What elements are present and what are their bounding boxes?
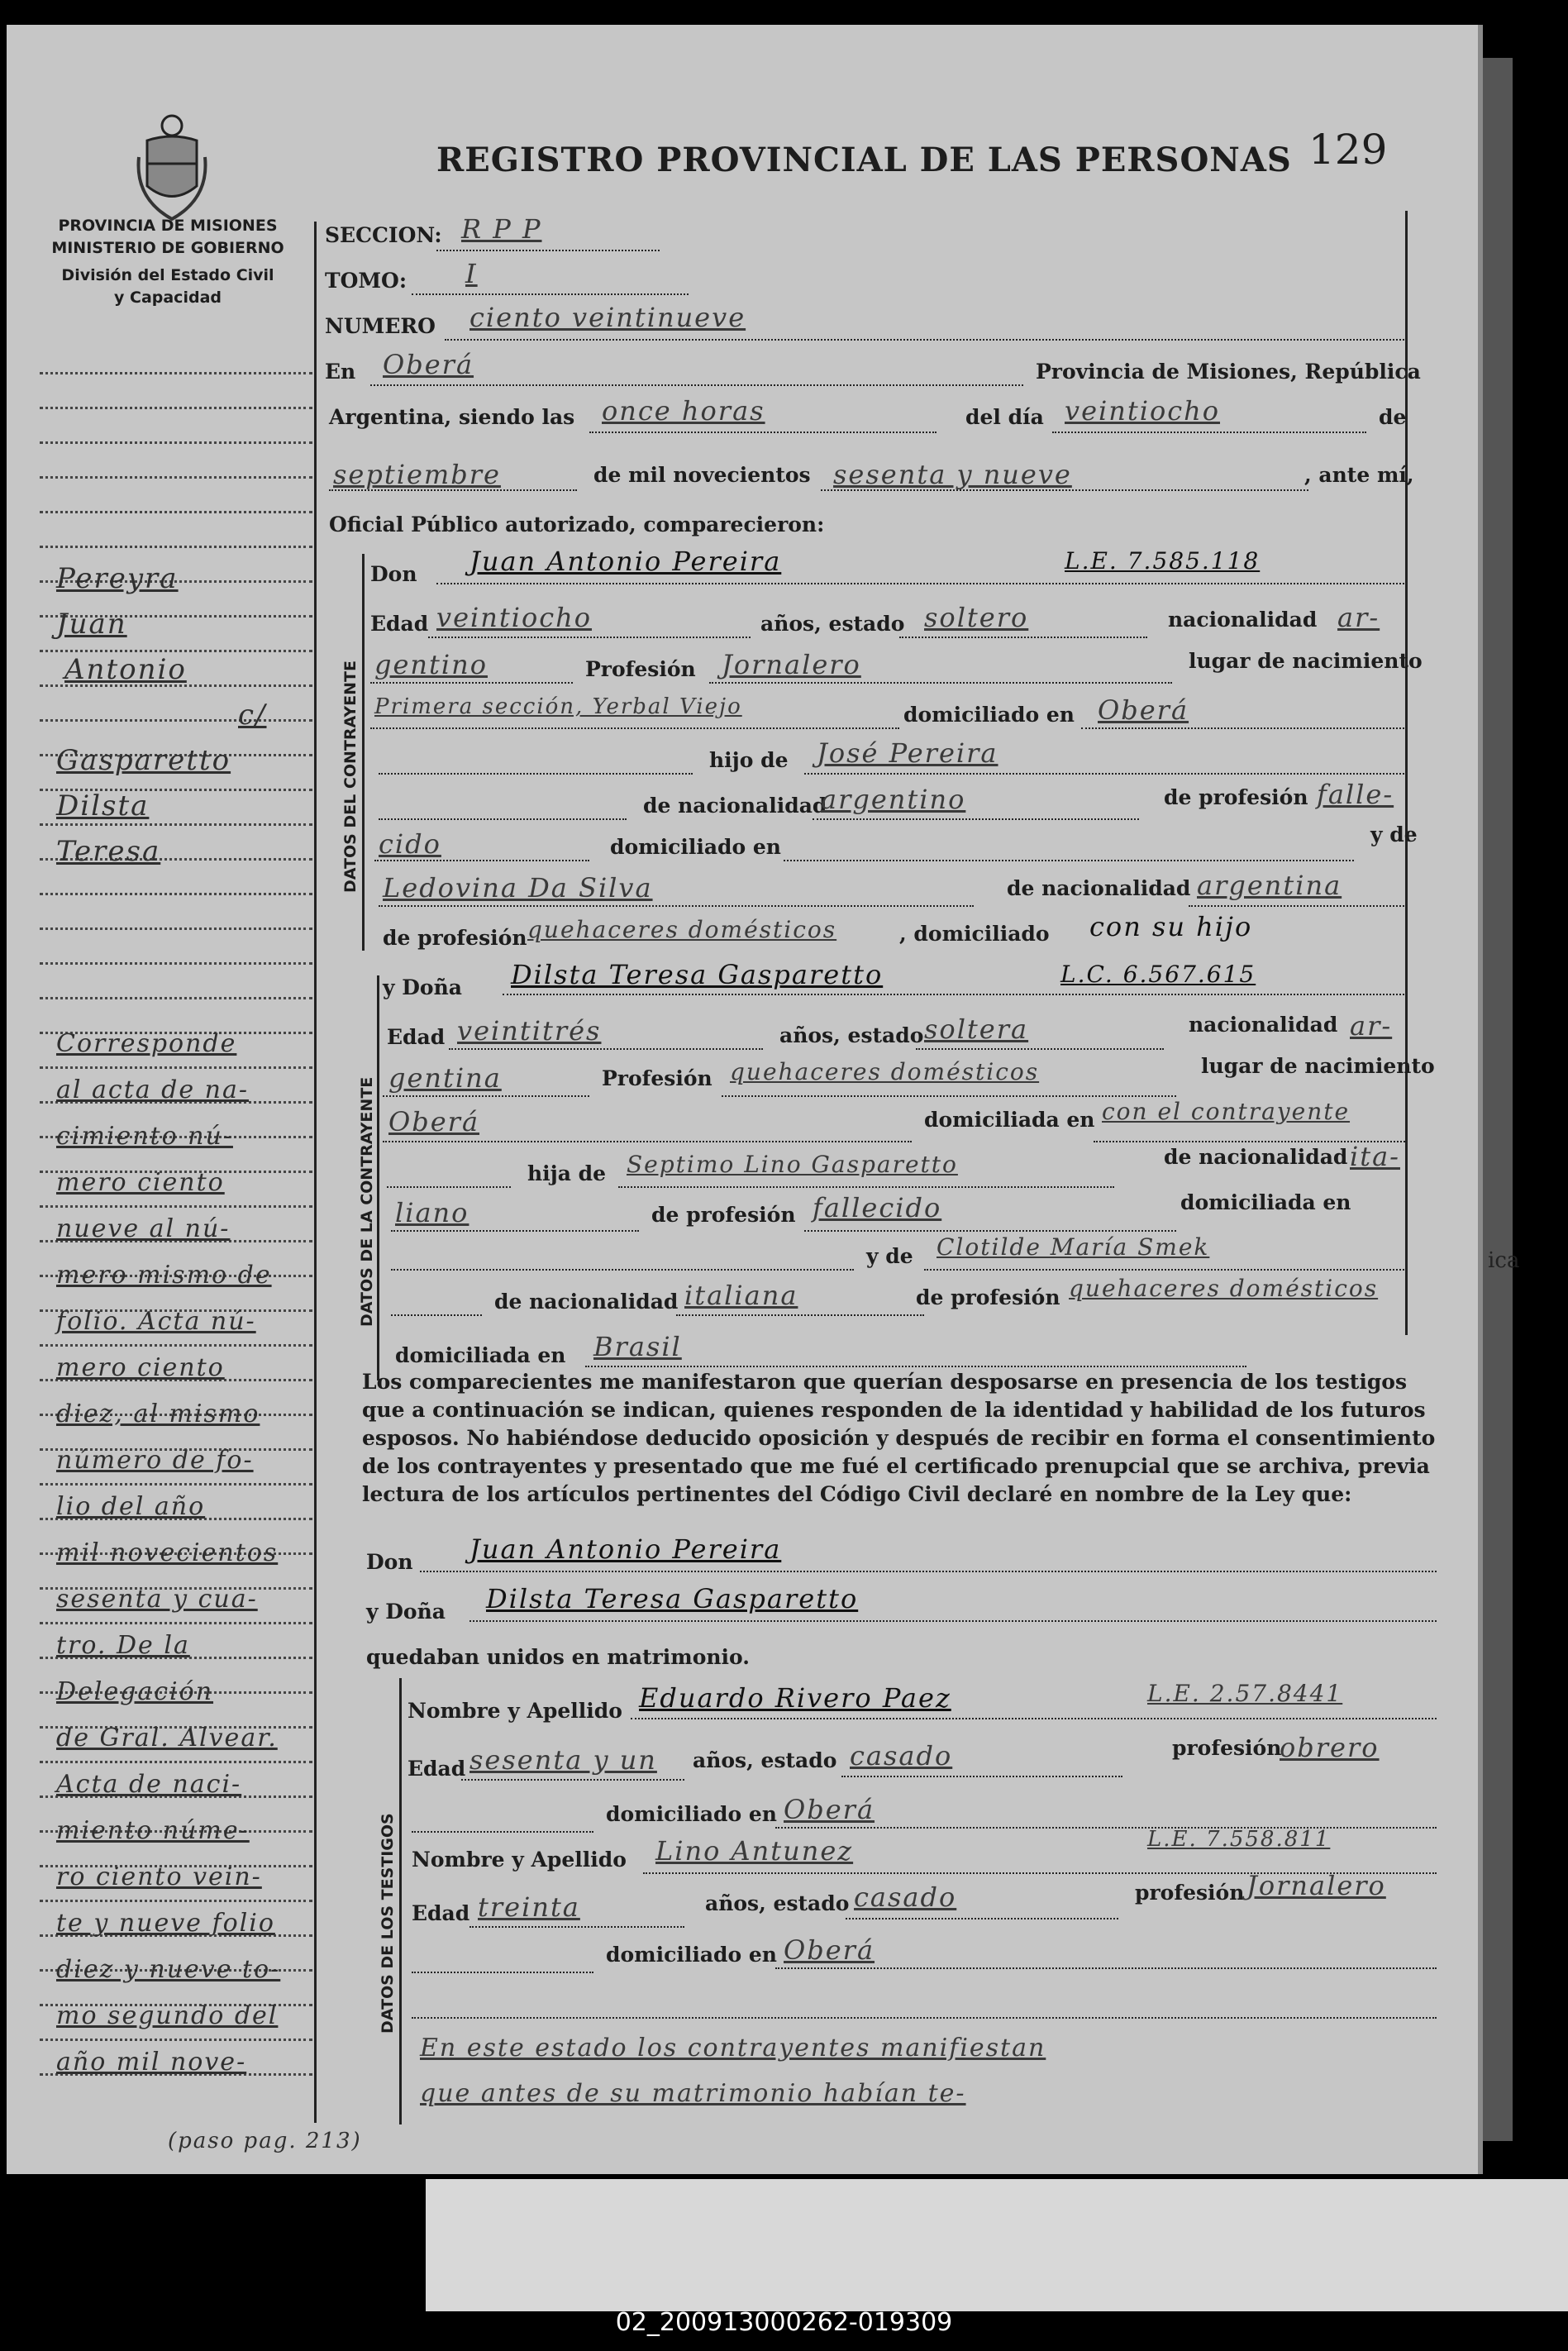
t1-document: L.E. 2.57.8441 <box>1147 1680 1343 1707</box>
underlying-page-edge <box>1480 58 1513 2141</box>
margin-note-line: diez, al mismo <box>56 1400 260 1428</box>
padre-prof-line <box>374 860 589 861</box>
margin-dotted-line <box>40 2039 312 2041</box>
tomo-label: TOMO: <box>325 269 407 293</box>
margin-note-line: mil novecientos <box>56 1538 279 1567</box>
tomo-line <box>412 293 689 295</box>
domiciliado-label: domiciliado en <box>903 703 1075 727</box>
t2-anios-estado: años, estado <box>705 1891 850 1915</box>
madre-dom-2-line <box>585 1366 1246 1367</box>
margin-note-line: diez y nueve to- <box>56 1955 281 1984</box>
oficial-text: Oficial Público autorizado, comparecieron: <box>329 513 825 536</box>
nacionalidad-value-a: ar- <box>1337 602 1380 633</box>
decl-dona-value: Dilsta Teresa Gasparetto <box>486 1583 859 1614</box>
don-value: Juan Antonio Pereira <box>469 546 782 577</box>
profesion-value: Jornalero <box>722 649 861 680</box>
dona-document: L.C. 6.567.615 <box>1060 961 1256 988</box>
tomo-value: I <box>465 258 478 289</box>
margin-note-line: número de fo- <box>56 1446 254 1475</box>
madre-dom-value-2: Brasil <box>593 1331 682 1362</box>
estado-line <box>899 637 1147 638</box>
horas-line <box>589 432 937 433</box>
edad-label: Edad <box>370 612 429 636</box>
margin-note-line: Corresponde <box>56 1029 237 1058</box>
testigos-side-label: DATOS DE LOS TESTIGOS <box>379 1813 397 2034</box>
numero-value: ciento veintinueve <box>469 302 746 333</box>
madre-prof-value-2: quehaceres domésticos <box>1069 1275 1379 1302</box>
margin-dotted-line <box>40 997 312 999</box>
t1-estado-line <box>841 1776 1122 1777</box>
t2-profesion-label: profesión <box>1135 1881 1245 1905</box>
nac-b-line <box>370 682 573 684</box>
t2-profesion-value: Jornalero <box>1246 1870 1386 1901</box>
edad-value-2: veintitrés <box>457 1015 602 1047</box>
nac-2b-line <box>383 1095 589 1097</box>
margin-dotted-line <box>40 407 312 409</box>
dona-line <box>503 994 1408 995</box>
margin-note-line: mero mismo de <box>56 1261 272 1290</box>
dia-line <box>1052 432 1366 433</box>
seccion-value: R P P <box>461 213 542 245</box>
madre-value-2: Clotilde María Smek <box>937 1233 1210 1261</box>
t1-edad-label: Edad <box>407 1757 466 1781</box>
numero-line <box>445 339 1408 341</box>
margin-note-line: nueve al nú- <box>56 1214 231 1243</box>
mil-text: de mil novecientos <box>593 463 811 487</box>
margin-name-line: Antonio <box>64 653 187 686</box>
en-line <box>370 384 1023 386</box>
domiciliada-value: con el contrayente <box>1102 1098 1351 1125</box>
padre-dom-label-2: domiciliada en <box>1180 1190 1351 1214</box>
witness-note-1: En este estado los contrayentes manifiestan <box>420 2034 1046 2062</box>
margin-note-line: año mil nove- <box>56 2048 247 2077</box>
margin-dotted-line <box>40 1761 312 1763</box>
image-caption: 02_200913000262-019309 <box>615 2308 953 2337</box>
padre-prof-label-2: de profesión <box>651 1203 796 1227</box>
lugar-value: Primera sección, Yerbal Viejo <box>374 694 742 719</box>
page-title: REGISTRO PROVINCIAL DE LAS PERSONAS <box>436 141 1292 179</box>
t1-profesion-label: profesión <box>1172 1736 1282 1760</box>
padre-prof-value-2: fallecido <box>813 1192 942 1223</box>
t1-dom-value: Oberá <box>784 1794 875 1825</box>
anios-estado-text-2: años, estado <box>779 1023 924 1047</box>
madre-pre-line-2 <box>391 1314 482 1316</box>
decl-don-value: Juan Antonio Pereira <box>469 1533 782 1565</box>
madre-nac-value-2: italiana <box>684 1280 798 1311</box>
margin-note-line: mo segundo del <box>56 2001 279 2030</box>
hija-value: Septimo Lino Gasparetto <box>627 1151 958 1178</box>
t1-dom-pre-line <box>412 1831 593 1833</box>
margin-dotted-line <box>40 1483 312 1485</box>
lugar-label-2: lugar de nacimiento <box>1201 1054 1435 1078</box>
padre-prof-2-line <box>804 1230 1176 1232</box>
register-page <box>7 25 1483 2174</box>
t2-nombre-value: Lino Antunez <box>655 1835 854 1867</box>
padre-nac-value-2b: liano <box>395 1197 469 1228</box>
padre-nac-label: de nacionalidad <box>643 794 827 818</box>
edad-line-2 <box>449 1048 763 1050</box>
main-vertical-rule <box>314 222 317 2123</box>
domiciliado-value: Oberá <box>1098 694 1189 726</box>
decl-dona-label: y Doña <box>366 1600 446 1624</box>
margin-dotted-line <box>40 823 312 826</box>
margin-note-line: sesenta y cua- <box>56 1585 258 1614</box>
madre-dom-value: con su hijo <box>1089 911 1253 942</box>
madre-dom-label-2: domiciliada en <box>395 1343 566 1367</box>
profesion-label: Profesión <box>585 657 696 681</box>
domiciliado-line <box>1081 727 1408 729</box>
lugar-line <box>370 727 899 729</box>
coat-of-arms-icon <box>131 107 213 231</box>
madre-line <box>379 905 974 907</box>
contrayenta-rule <box>377 975 379 1381</box>
del-dia-text: del día <box>965 405 1044 429</box>
ante-mi-text: , ante mí, <box>1304 463 1414 487</box>
margin-dotted-line <box>40 1622 312 1624</box>
witness-note-2: que antes de su matrimonio habían te- <box>420 2079 966 2108</box>
margin-note-line: mero ciento <box>56 1353 225 1382</box>
mes-line <box>329 489 577 491</box>
en-label: En <box>325 360 356 384</box>
hijo-label: hijo de <box>709 748 789 772</box>
decl-don-line <box>420 1571 1437 1572</box>
margin-note-line: Delegación <box>56 1677 214 1706</box>
don-document: L.E. 7.585.118 <box>1065 547 1261 575</box>
margin-dotted-line <box>40 650 312 652</box>
division-name: División del Estado Civil <box>61 266 274 284</box>
padre-prof-value-a: falle- <box>1317 779 1394 810</box>
margin-dotted-line <box>40 719 312 722</box>
margin-note-line: cimiento nú- <box>56 1122 233 1151</box>
estado-value: soltero <box>924 602 1029 633</box>
de-text: de <box>1379 405 1407 429</box>
margin-note-line: miento núme- <box>56 1816 250 1845</box>
t1-dom-line <box>775 1827 1437 1829</box>
padre-nac-value-2a: ita- <box>1350 1141 1400 1172</box>
madre-nac-2-line <box>676 1314 924 1316</box>
t1-nombre-label: Nombre y Apellido <box>407 1699 622 1723</box>
margin-dotted-line <box>40 476 312 479</box>
estado-value-2: soltera <box>924 1013 1029 1045</box>
hija-label: hija de <box>527 1161 607 1185</box>
hija-pre-line <box>387 1186 511 1188</box>
margin-dotted-line <box>40 893 312 895</box>
lugar-value-2: Oberá <box>388 1106 480 1137</box>
page-number: 129 <box>1308 126 1388 174</box>
edad-value: veintiocho <box>436 602 593 633</box>
declaration-paragraph: Los comparecientes me manifestaron que querían desposarse en presencia de los testigos que a continuación se indican, quienes responden de la identidad y habilidad de los futuros esposos. No habiéndose deducido oposición y después de recibir en forma el consentimiento de los contrayentes y presentado que me fué el certificado prenupcial que se archiva, previa lectura de los artículos pertinentes del Código Civil declaré en nombre de la Ley que: <box>362 1370 1436 1506</box>
margin-name-line: c/ <box>238 699 267 732</box>
hijo-pre-line <box>379 773 693 775</box>
t1-nombre-line <box>631 1718 1437 1719</box>
padre-nac-line <box>813 818 1139 820</box>
domiciliada-label: domiciliada en <box>924 1108 1095 1132</box>
nacionalidad-label: nacionalidad <box>1168 608 1318 632</box>
madre-nac-line <box>1189 905 1408 907</box>
padre-dom-2-line <box>391 1269 854 1271</box>
contrayente-side-label: DATOS DEL CONTRAYENTE <box>341 660 360 893</box>
madre-value: Ledovina Da Silva <box>383 872 653 904</box>
provincia-text: Provincia de Misiones, República <box>1036 360 1421 384</box>
madre-prof-label-2: de profesión <box>916 1285 1060 1309</box>
t1-edad-line <box>461 1779 684 1781</box>
nacionalidad-label-2: nacionalidad <box>1189 1013 1338 1037</box>
t1-profesion-value: obrero <box>1280 1732 1380 1763</box>
padre-prof-value-b: cido <box>379 828 441 860</box>
margin-note-line: mero ciento <box>56 1168 225 1197</box>
hijo-value: José Pereira <box>817 737 998 769</box>
margin-dotted-line <box>40 1066 312 1069</box>
anios-estado-text: años, estado <box>760 612 905 636</box>
t1-edad-value: sesenta y un <box>469 1744 657 1776</box>
t2-dom-label: domiciliado en <box>606 1943 777 1967</box>
margin-name-line: Pereyra <box>56 562 179 595</box>
decl-don-label: Don <box>366 1550 413 1574</box>
ministry-name: MINISTERIO DE GOBIERNO <box>51 239 284 257</box>
margin-note-line: tro. De la <box>56 1631 190 1660</box>
padre-prof-label: de profesión <box>1164 785 1308 809</box>
dia-value: veintiocho <box>1065 395 1221 427</box>
margin-dotted-line <box>40 928 312 930</box>
don-line <box>436 583 1408 584</box>
profesion-label-2: Profesión <box>602 1066 713 1090</box>
profesion-line-2 <box>722 1095 1176 1097</box>
argentina-text: Argentina, siendo las <box>329 405 575 429</box>
margin-name-line: Teresa <box>56 835 161 868</box>
margin-note-line: al acta de na- <box>56 1075 250 1104</box>
padre-nac-value: argentino <box>821 784 966 815</box>
margin-footer: (paso pag. 213) <box>168 2129 362 2153</box>
nacionalidad-value-b: gentino <box>374 649 488 680</box>
margin-dotted-line <box>40 1900 312 1902</box>
province-name: PROVINCIA DE MISIONES <box>58 217 278 235</box>
margin-name-line: Dilsta <box>56 789 150 823</box>
nacionalidad-value-2a: ar- <box>1350 1010 1393 1042</box>
margin-note-line: ro ciento vein- <box>56 1862 262 1891</box>
madre-nac-label-2: de nacionalidad <box>494 1290 679 1314</box>
numero-label: NUMERO <box>325 314 436 338</box>
y-de-text-2: y de <box>866 1244 913 1268</box>
t2-edad-value: treinta <box>478 1891 580 1923</box>
hijo-line <box>804 773 1408 775</box>
nacionalidad-value-2b: gentina <box>388 1062 502 1094</box>
margin-note-line: te y nueve folio <box>56 1909 275 1938</box>
padre-pre-line <box>379 818 627 820</box>
background-strip <box>426 2179 1568 2311</box>
edad-label-2: Edad <box>387 1025 446 1049</box>
profesion-value-2: quehaceres domésticos <box>730 1058 1040 1085</box>
padre-nac-label-2: de nacionalidad <box>1164 1145 1348 1169</box>
padre-nac-2-line <box>391 1230 639 1232</box>
en-value: Oberá <box>383 349 474 380</box>
contrayente-rule <box>362 554 365 951</box>
anio-line <box>821 489 1308 491</box>
margin-dotted-line <box>40 441 312 444</box>
dona-label: y Doña <box>383 975 462 999</box>
t2-dom-line <box>775 1967 1437 1969</box>
estado-line-2 <box>916 1048 1164 1050</box>
margin-note-line: de Gral. Alvear. <box>56 1724 278 1753</box>
t1-anios-estado: años, estado <box>693 1748 837 1772</box>
margin-dotted-line <box>40 1344 312 1347</box>
edad-line <box>428 637 751 638</box>
t1-dom-label: domiciliado en <box>606 1802 777 1826</box>
mes-value: septiembre <box>333 459 501 490</box>
madre-prof-label: de profesión <box>383 926 527 950</box>
horas-value: once horas <box>602 395 765 427</box>
division-name-2: y Capacidad <box>114 289 222 307</box>
madre-prof-value: quehaceres domésticos <box>527 916 837 943</box>
don-label: Don <box>370 562 417 586</box>
seccion-label: SECCION: <box>325 223 442 247</box>
dona-value: Dilsta Teresa Gasparetto <box>511 959 884 990</box>
madre-line-2 <box>924 1269 1408 1271</box>
margin-note-line: lio del año <box>56 1492 206 1521</box>
contrayenta-side-label: DATOS DE LA CONTRAYENTE <box>358 1076 376 1327</box>
padre-dom-label: domiciliado en <box>610 835 781 859</box>
t2-nombre-label: Nombre y Apellido <box>412 1848 627 1872</box>
decl-cierre: quedaban unidos en matrimonio. <box>366 1645 750 1669</box>
t2-estado-value: casado <box>854 1881 957 1913</box>
madre-nac-value: argentina <box>1197 870 1342 901</box>
testigos-rule <box>399 1678 402 2124</box>
lugar-label: lugar de nacimiento <box>1189 649 1423 673</box>
right-edge-text: ica <box>1488 1248 1520 1273</box>
t1-estado-value: casado <box>850 1740 953 1772</box>
t2-edad-line <box>469 1926 684 1928</box>
margin-dotted-line <box>40 1205 312 1208</box>
lugar-line-2 <box>383 1141 912 1142</box>
margin-name-line: Gasparetto <box>56 744 231 777</box>
t2-dom-value: Oberá <box>784 1934 875 1966</box>
blank-line-1 <box>412 2017 1437 2019</box>
y-de-text: y de <box>1370 823 1418 846</box>
margin-note-line: folio. Acta nú- <box>56 1307 256 1336</box>
margin-dotted-line <box>40 372 312 374</box>
madre-dom-label: , domiciliado <box>899 922 1050 946</box>
margin-name-line: Juan <box>56 608 127 641</box>
margin-dotted-line <box>40 962 312 965</box>
t1-nombre-value: Eduardo Rivero Paez <box>639 1682 951 1714</box>
padre-dom-line <box>784 860 1354 861</box>
madre-nac-label: de nacionalidad <box>1007 876 1191 900</box>
margin-note-line: Acta de naci- <box>56 1770 242 1799</box>
margin-dotted-line <box>40 511 312 513</box>
margin-dotted-line <box>40 546 312 548</box>
t2-document: L.E. 7.558.811 <box>1147 1827 1331 1852</box>
seccion-line <box>436 250 660 251</box>
profesion-line <box>709 682 1172 684</box>
t2-dom-pre-line <box>412 1972 593 1973</box>
hija-line <box>618 1186 1114 1188</box>
anio-value: sesenta y nueve <box>833 459 1072 490</box>
t2-estado-line <box>846 1918 1118 1919</box>
t2-edad-label: Edad <box>412 1901 470 1925</box>
decl-dona-line <box>469 1620 1437 1622</box>
